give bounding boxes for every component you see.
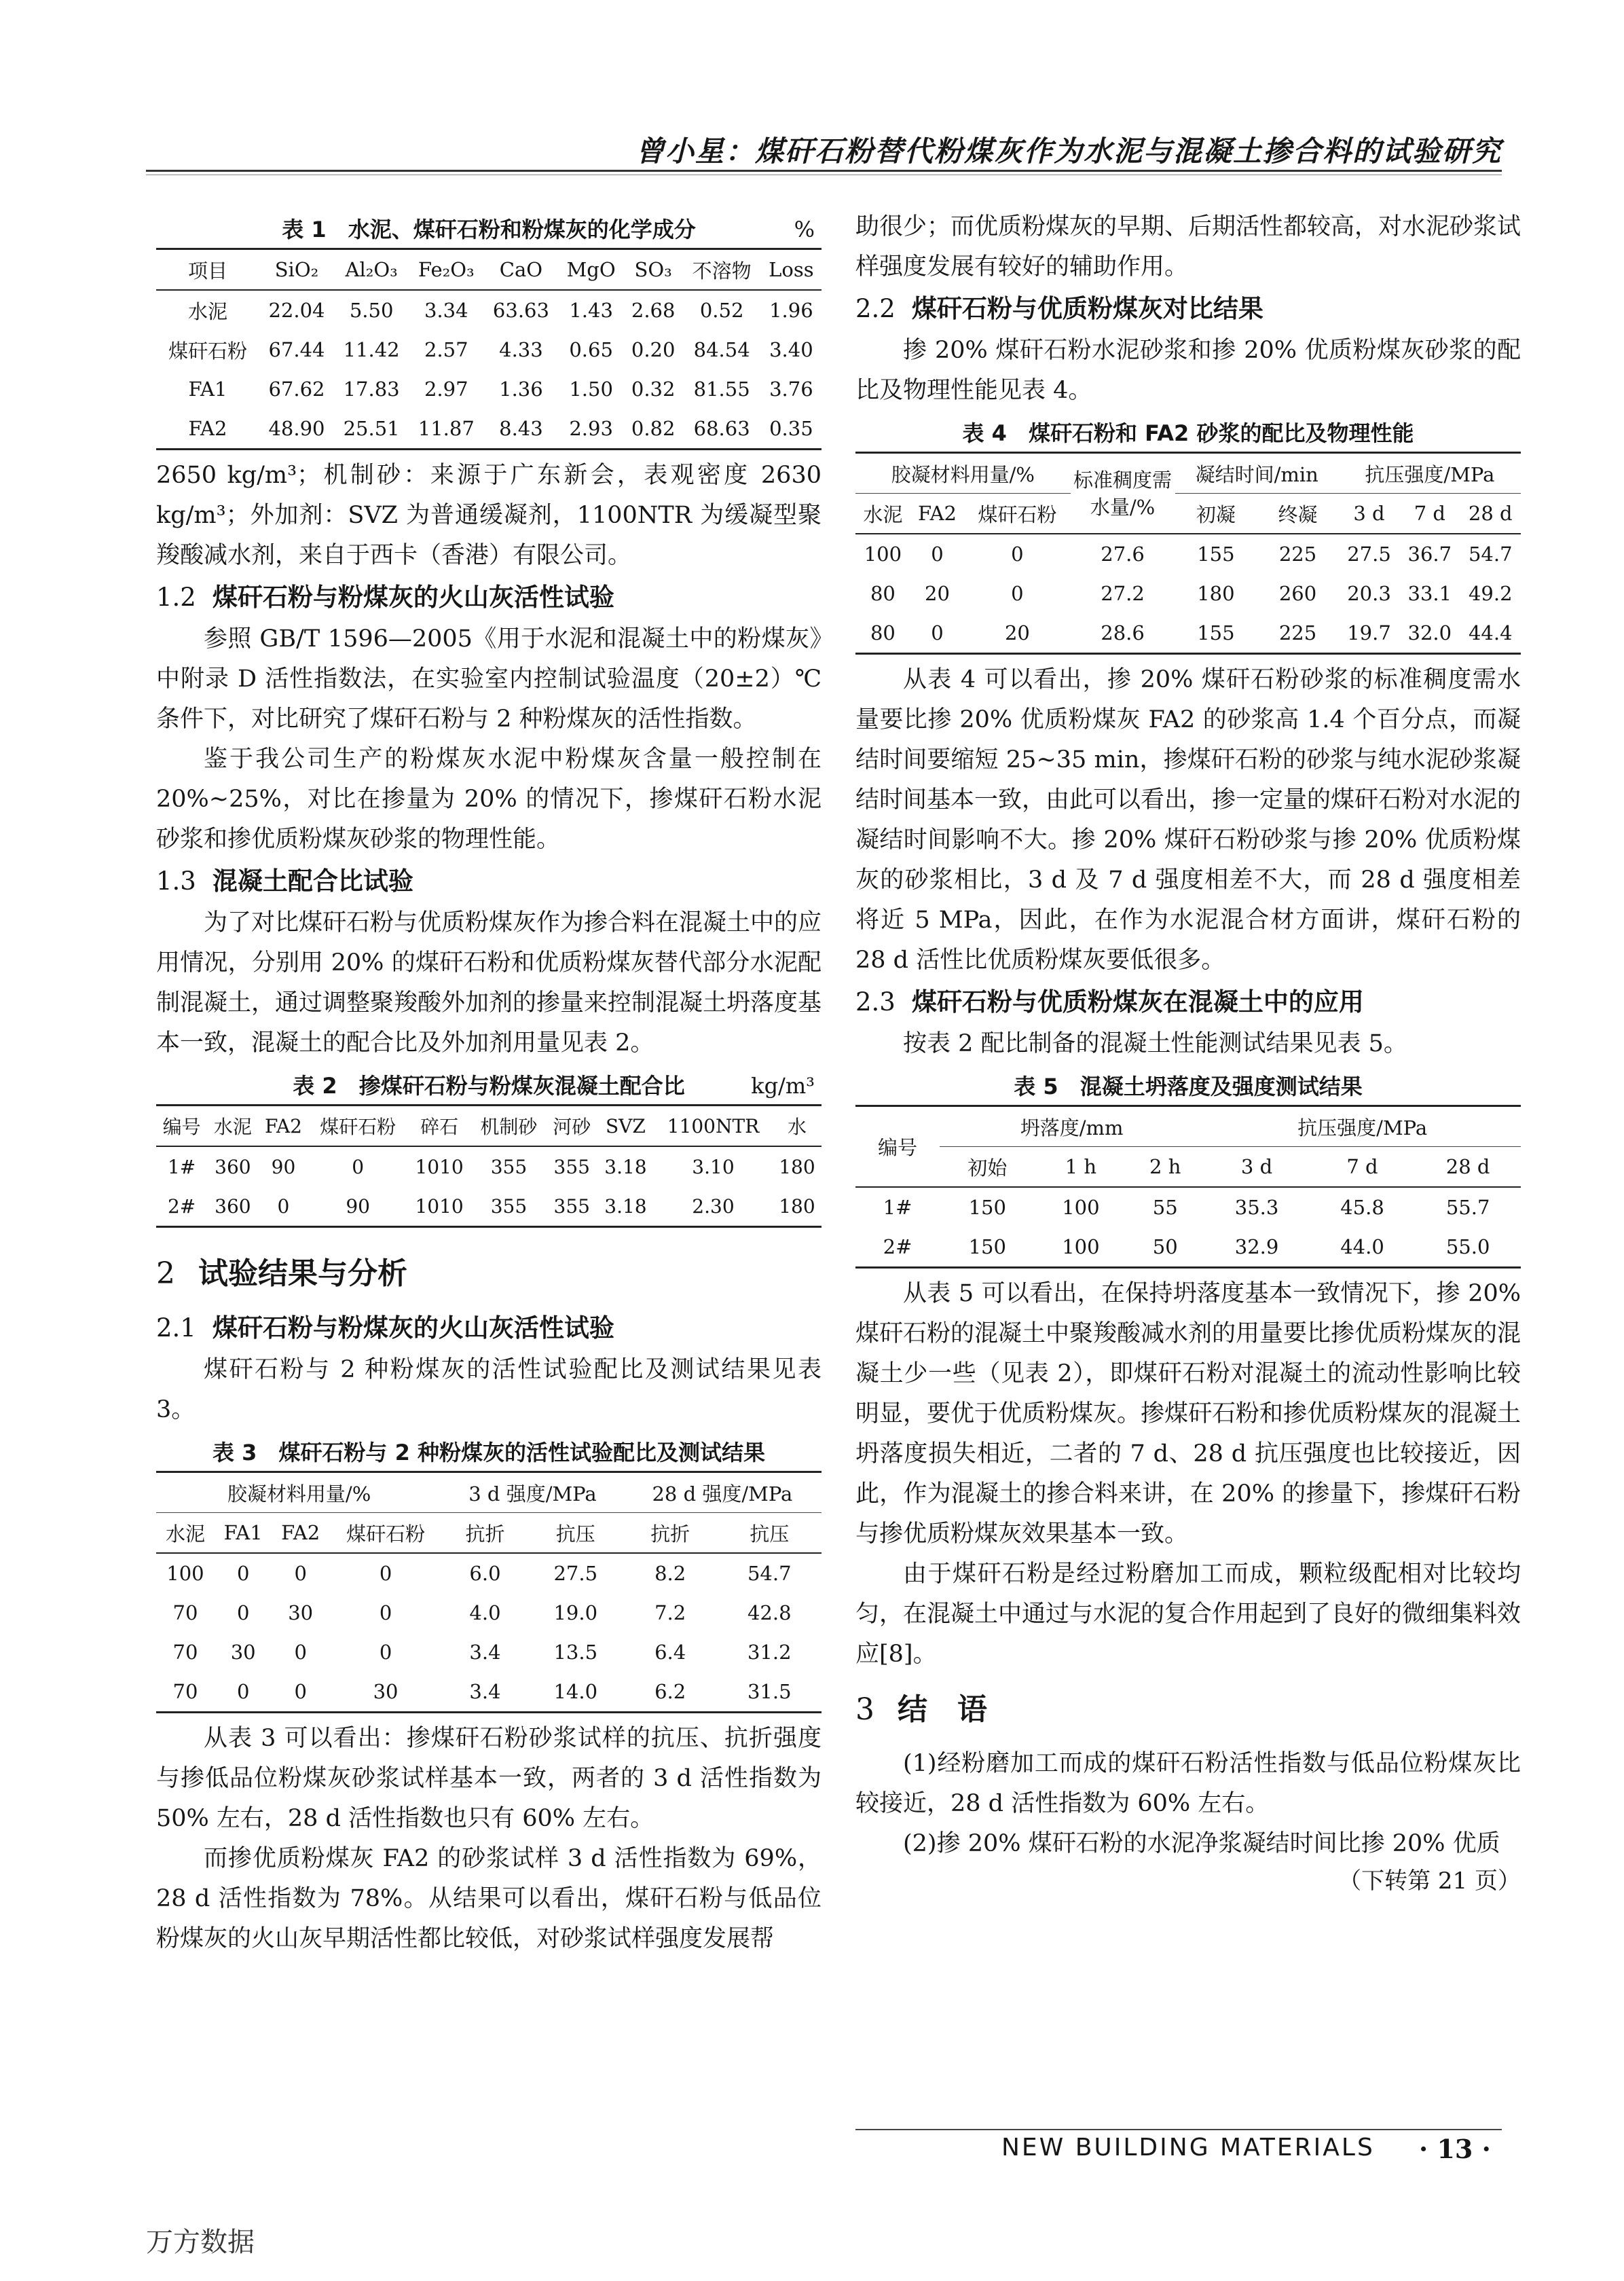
materials-text: 2650 kg/m³；机制砂：来源于广东新会，表观密度 2630 kg/m³；外加剂：SVZ 为普通缓凝剂，1100NTR 为缓凝型聚羧酸减水剂，来自于西卡（香港）有限公司。 (156, 462, 822, 569)
table-cell: 355 (547, 1186, 597, 1227)
table-cell: 48.90 (259, 409, 334, 450)
table-cell: 0.52 (699, 299, 744, 322)
table-cell: 27.5 (553, 1562, 598, 1585)
section-3-heading: 3 结 语 (855, 1692, 987, 1727)
continued-note: （下转第 21 页） (1338, 1867, 1521, 1895)
t1-head-cell: Loss (761, 249, 822, 291)
t2-head-cell: 煤矸石粉 (308, 1106, 407, 1147)
table-cell: 100 (1035, 1227, 1127, 1268)
table-cell: 155 (1197, 543, 1235, 566)
table-cell: 8.2 (654, 1562, 686, 1585)
table-cell: 260 (1278, 582, 1317, 605)
t5-group-strength: 抗压强度/MPa (1204, 1106, 1521, 1147)
page-number: · 13 · (1419, 2134, 1491, 2164)
t1-head-cell: 项目 (156, 249, 259, 291)
t2-head-cell: 水泥 (207, 1106, 258, 1147)
table-cell: 90 (271, 1155, 296, 1178)
table-cell: 0 (236, 1562, 250, 1585)
table-cell: 80 (870, 582, 896, 605)
table1-unit: % (794, 217, 815, 242)
table-cell: 22.04 (268, 299, 325, 322)
t2-head-cell: SVZ (597, 1106, 654, 1147)
t4-head-cell: 7 d (1399, 494, 1460, 534)
table-cell: 49.2 (1468, 582, 1513, 605)
watermark: 万方数据 (146, 2227, 255, 2258)
table-cell: 11.87 (409, 409, 483, 450)
table-cell: 0 (379, 1562, 392, 1585)
table-cell: 27.6 (1101, 543, 1145, 566)
table-cell: 2.57 (424, 338, 468, 361)
paragraph-1-2-a: 参照 GB/T 1596—2005《用于水泥和混凝土中的粉煤灰》中附录 D 活性指数法，在实验室内控制试验温度（20±2）℃条件下，对比研究了煤矸石粉与 2 种粉煤灰的活性指数。 (156, 625, 822, 733)
table-cell: 4.0 (469, 1601, 501, 1624)
table-row (855, 574, 1521, 613)
table-cell: 28.6 (1071, 613, 1175, 654)
paragraph-2-2: 掺 20% 煤矸石粉水泥砂浆和掺 20% 优质粉煤灰砂浆的配比及物理性能见表 4。 (855, 337, 1521, 404)
t4-head-cell: 3 d (1339, 494, 1399, 534)
table-row (156, 1593, 822, 1632)
table-cell: 80 (855, 613, 910, 654)
paragraph-2-3: 按表 2 配比制备的混凝土性能测试结果见表 5。 (903, 1030, 1407, 1057)
table-cell: 70 (156, 1672, 215, 1713)
table-cell: 8.43 (483, 409, 558, 450)
t2-head-cell: 编号 (156, 1106, 207, 1147)
t3-head-cell: 煤矸石粉 (329, 1513, 442, 1554)
table-cell: 0 (294, 1562, 307, 1585)
table-cell: 67.44 (268, 338, 325, 361)
table-cell: 355 (553, 1155, 590, 1178)
t3-group-binder: 胶凝材料用量/% (156, 1472, 442, 1513)
table-cell: 3.10 (692, 1155, 735, 1178)
t1-head-cell: SO₃ (624, 249, 683, 291)
table-cell: 55 (1152, 1196, 1178, 1219)
table-row (156, 369, 822, 409)
table-cell: 100 (864, 543, 902, 566)
table-cell: 2.30 (654, 1186, 773, 1227)
table-cell: 2.97 (424, 378, 468, 401)
table-cell: 55.0 (1415, 1227, 1521, 1268)
t3-head-cell: FA2 (272, 1513, 329, 1554)
table-cell: 2# (156, 1186, 207, 1227)
t3-group-3d: 3 d 强度/MPa (442, 1472, 623, 1513)
table-cell: 30 (329, 1672, 442, 1713)
table-cell: 84.54 (693, 338, 750, 361)
table-cell: 32.9 (1204, 1227, 1309, 1268)
t2-head-cell: 1100NTR (654, 1106, 773, 1147)
t5-head-cell: 3 d (1204, 1147, 1309, 1188)
t2-head-cell: 水 (773, 1106, 822, 1147)
table3-caption: 表 3 煤矸石粉与 2 种粉煤灰的活性试验配比及测试结果 (213, 1440, 765, 1465)
table-cell: 13.5 (553, 1641, 598, 1664)
t3-head-cell: FA1 (215, 1513, 272, 1554)
table-row (156, 290, 822, 330)
table-cell: 1010 (415, 1155, 464, 1178)
table-row (855, 1187, 1521, 1227)
table-cell: 0 (931, 543, 944, 566)
table-cell: 0 (215, 1672, 272, 1713)
t5-group-slump: 坍落度/mm (940, 1106, 1204, 1147)
table-cell: 70 (172, 1641, 198, 1664)
t3-head-cell: 水泥 (156, 1513, 215, 1554)
t3-head-cell: 抗折 (623, 1513, 718, 1554)
paragraph-2-1-b: 而掺优质粉煤灰 FA2 的砂浆试样 3 d 活性指数为 69%，28 d 活性指数为 78%。从结果可以看出，煤矸石粉与低品位粉煤灰的火山灰早期活性都比较低，对砂浆试样强度发展帮 (156, 1845, 822, 1952)
section-2-heading: 2 试验结果与分析 (156, 1256, 407, 1291)
t4-head-cell: FA2 (910, 494, 964, 534)
table-cell: 63.63 (492, 299, 549, 322)
table-cell: 3.18 (597, 1186, 654, 1227)
table-cell: 55.7 (1445, 1196, 1490, 1219)
table-cell: 27.2 (1101, 582, 1145, 605)
table-cell: 67.62 (268, 378, 325, 401)
table-cell: 2.68 (631, 299, 676, 322)
table-cell: 3.18 (604, 1155, 647, 1178)
table4-caption: 表 4 煤矸石粉和 FA2 砂浆的配比及物理性能 (962, 420, 1414, 446)
table-cell: 水泥 (187, 299, 227, 323)
section-2-1-heading: 2.1 煤矸石粉与粉煤灰的火山灰活性试验 (156, 1313, 614, 1343)
table-cell: 1# (167, 1155, 196, 1178)
table-cell: 2.93 (559, 409, 624, 450)
table-cell: 6.2 (623, 1672, 718, 1713)
table-row (855, 613, 1521, 654)
section-2-3-heading: 2.3 煤矸石粉与优质粉煤灰在混凝土中的应用 (855, 987, 1364, 1017)
table-row (156, 1553, 822, 1593)
table-cell: 煤矸石粉 (168, 339, 247, 363)
header-rule (146, 170, 1502, 172)
table-cell: 1.50 (569, 378, 613, 401)
t3-head-cell: 抗折 (442, 1513, 528, 1554)
conclusion-2: (2)掺 20% 煤矸石粉的水泥净浆凝结时间比掺 20% 优质 (903, 1830, 1500, 1857)
t4-group-strength: 抗压强度/MPa (1339, 453, 1521, 494)
table-cell: 31.2 (747, 1641, 792, 1664)
table2-unit: kg/m³ (751, 1073, 815, 1099)
t1-head-cell: SiO₂ (259, 249, 334, 291)
table-cell: 31.5 (718, 1672, 822, 1713)
table-cell: 27.5 (1347, 543, 1391, 566)
t3-head-cell: 抗压 (528, 1513, 623, 1554)
table5-caption: 表 5 混凝土坍落度及强度测试结果 (1014, 1074, 1363, 1099)
t1-head-cell: MgO (559, 249, 624, 291)
table-cell: 1# (883, 1196, 912, 1219)
conclusion-1: (1)经粉磨加工而成的煤矸石粉活性指数与低品位粉煤灰比较接近，28 d 活性指数为 60% 左右。 (855, 1750, 1521, 1817)
table-row (156, 1146, 822, 1186)
table-cell: 1.43 (569, 299, 613, 322)
table-cell: 1.96 (769, 299, 813, 322)
left-column (156, 207, 822, 1959)
table-cell: 90 (308, 1186, 407, 1227)
table-cell: 180 (779, 1155, 815, 1178)
journal-name: NEW BUILDING MATERIALS (1001, 2134, 1375, 2161)
section-2-2-heading: 2.2 煤矸石粉与优质粉煤灰对比结果 (855, 294, 1263, 323)
table-cell: 5.50 (349, 299, 394, 322)
table-cell: 0 (352, 1155, 365, 1178)
table-row (156, 330, 822, 369)
table-cell: 6.0 (469, 1562, 501, 1585)
t4-head-cell: 水泥 (855, 494, 910, 534)
right-column (855, 207, 1521, 1898)
table-cell: 81.55 (693, 378, 750, 401)
table2-caption: 表 2 掺煤矸石粉与粉煤灰混凝土配合比 kg/m³ (156, 1067, 822, 1104)
t4-group-water: 标准稠度需水量/% (1071, 453, 1175, 534)
t5-head-cell: 7 d (1310, 1147, 1415, 1188)
table5 (855, 1105, 1521, 1269)
table-cell: 360 (207, 1186, 258, 1227)
t3-group-28d: 28 d 强度/MPa (623, 1472, 822, 1513)
t3-head-cell: 抗压 (718, 1513, 822, 1554)
table-cell: 0 (910, 613, 964, 654)
table-cell: 30 (230, 1641, 256, 1664)
table-cell: 0 (1011, 582, 1024, 605)
table-cell: 0.32 (631, 378, 676, 401)
t5-head-cell: 28 d (1415, 1147, 1521, 1188)
table1-caption: 表 1 水泥、煤矸石粉和粉煤灰的化学成分 % (156, 211, 822, 248)
table-cell: 0 (294, 1641, 307, 1664)
table-cell: 0 (258, 1186, 308, 1227)
t5-head-cell: 2 h (1126, 1147, 1204, 1188)
table-cell: 68.63 (683, 409, 761, 450)
paragraph-2-2-a: 从表 4 可以看出，掺 20% 煤矸石粉砂浆的标准稠度需水量要比掺 20% 优质粉煤灰 FA2 的砂浆高 1.4 个百分点，而凝结时间要缩短 25~35 min，掺煤矸石粉的砂浆与纯水泥砂浆凝结时间基本一致，由此可以看出，掺一定量的煤矸石粉对水泥的凝结时间影响不大。掺 20% 煤矸石粉砂浆与掺 20% 优质粉煤灰的砂浆相比，3 d 及 7 d 强度相差不大，而 28 d 强度相差将近 5 MPa，因此，在作为水泥混合材方面讲，煤矸石粉的 28 d 活性比优质粉煤灰要低很多。 (855, 666, 1521, 974)
t2-head-cell: 河砂 (547, 1106, 597, 1147)
table-row (855, 534, 1521, 574)
table-cell: 33.1 (1407, 582, 1452, 605)
table-row (156, 409, 822, 450)
paragraph-2-1: 煤矸石粉与 2 种粉煤灰的活性试验配比及测试结果见表 3。 (156, 1356, 822, 1423)
t1-head-cell: 不溶物 (683, 249, 761, 291)
table-cell: 3.34 (424, 299, 468, 322)
table3 (156, 1471, 822, 1713)
section-1-2-heading: 1.2 煤矸石粉与粉煤灰的火山灰活性试验 (156, 583, 614, 612)
table-cell: FA2 (156, 409, 259, 450)
table-cell: 150 (968, 1196, 1006, 1219)
paragraph-2-3-a: 从表 5 可以看出，在保持坍落度基本一致情况下，掺 20% 煤矸石粉的混凝土中聚羧酸减水剂的用量要比掺优质粉煤灰的混凝土少一些（见表 2），即煤矸石粉对混凝土的流动性影响比较明显，要优于优质粉煤灰。掺煤矸石粉和掺优质粉煤灰的混凝土坍落度损失相近，二者的 7 d、28 d 抗压强度也比较接近，因此，作为混凝土的掺合料来讲，在 20% 的掺量下，掺煤矸石粉与掺优质粉煤灰效果基本一致。 (855, 1280, 1521, 1548)
table-cell: 3.4 (469, 1641, 501, 1664)
t2-head-cell: 机制砂 (471, 1106, 546, 1147)
paragraph-1-3: 为了对比煤矸石粉与优质粉煤灰作为掺合料在混凝土中的应用情况，分别用 20% 的煤矸石粉和优质粉煤灰替代部分水泥配制混凝土，通过调整聚羧酸外加剂的掺量来控制混凝土坍落度基本一致，混凝土的配合比及外加剂用量见表 2。 (156, 909, 822, 1057)
table-cell: 150 (940, 1227, 1035, 1268)
table-cell: 0 (379, 1601, 392, 1624)
table-cell: 3.76 (769, 378, 813, 401)
table-cell: 1.36 (499, 378, 543, 401)
table-cell: 19.0 (553, 1601, 598, 1624)
t1-head-cell: CaO (483, 249, 558, 291)
table-cell: 54.7 (1468, 543, 1513, 566)
table-cell: 45.8 (1340, 1196, 1384, 1219)
t4-group-binder: 胶凝材料用量/% (855, 453, 1071, 494)
table-cell: 100 (1062, 1196, 1100, 1219)
table-cell: 155 (1175, 613, 1257, 654)
section-1-3-heading: 1.3 混凝土配合比试验 (156, 866, 413, 896)
table-cell: 0.82 (624, 409, 683, 450)
table-cell: 0.20 (631, 338, 676, 361)
table-cell: 360 (215, 1155, 251, 1178)
table1 (156, 248, 822, 450)
table4 (855, 452, 1521, 655)
table-cell: 0.35 (761, 409, 822, 450)
table-cell: 180 (1197, 582, 1235, 605)
table-cell: 36.7 (1407, 543, 1452, 566)
paragraph-2-1-a: 从表 3 可以看出：掺煤矸石粉砂浆试样的抗压、抗折强度与掺低品位粉煤灰砂浆试样基本一致，两者的 3 d 活性指数为 50% 左右，28 d 活性指数也只有 60% 左右。 (156, 1725, 822, 1832)
table-cell: 225 (1257, 613, 1339, 654)
table-cell: 50 (1126, 1227, 1204, 1268)
paragraph-1-2-b: 鉴于我公司生产的粉煤灰水泥中粉煤灰含量一般控制在 20%~25%，对比在掺量为 20% 的情况下，掺煤矸石粉水泥砂浆和掺优质粉煤灰砂浆的物理性能。 (156, 746, 822, 853)
table-cell: 14.0 (528, 1672, 623, 1713)
table-cell: FA1 (188, 378, 227, 401)
table-cell: 19.7 (1339, 613, 1399, 654)
table2 (156, 1104, 822, 1228)
table-cell: 30 (288, 1601, 314, 1624)
table-cell: 17.83 (343, 378, 400, 401)
table-cell: 2# (855, 1227, 940, 1268)
table-cell: 20 (925, 582, 950, 605)
t4-head-cell: 28 d (1460, 494, 1521, 534)
t5-head-cell: 初始 (940, 1147, 1035, 1188)
paragraph-continued: 助很少；而优质粉煤灰的早期、后期活性都较高，对水泥砂浆试样强度发展有较好的辅助作用。 (855, 213, 1521, 280)
table-cell: 6.4 (654, 1641, 686, 1664)
t5-head-cell: 1 h (1035, 1147, 1127, 1188)
t2-head-cell: 碎石 (407, 1106, 471, 1147)
table-cell: 0.65 (569, 338, 613, 361)
table-cell: 44.0 (1310, 1227, 1415, 1268)
table-cell: 11.42 (343, 338, 400, 361)
t4-group-setting: 凝结时间/min (1175, 453, 1339, 494)
table-cell: 0 (236, 1601, 250, 1624)
t5-group-id: 编号 (855, 1106, 940, 1188)
table-cell: 355 (471, 1186, 546, 1227)
footer-rule (855, 2129, 1502, 2130)
running-header: 曾小星：煤矸石粉替代粉煤灰作为水泥与混凝土掺合料的试验研究 (635, 134, 1502, 168)
table-cell: 0 (379, 1641, 392, 1664)
table-cell: 44.4 (1460, 613, 1521, 654)
table-cell: 7.2 (654, 1601, 686, 1624)
table-cell: 225 (1278, 543, 1317, 566)
table-row (156, 1632, 822, 1672)
t2-head-cell: FA2 (258, 1106, 308, 1147)
table-cell: 3.4 (442, 1672, 528, 1713)
table-cell: 70 (172, 1601, 198, 1624)
table-cell: 35.3 (1234, 1196, 1279, 1219)
t1-head-cell: Al₂O₃ (334, 249, 409, 291)
t4-head-cell: 初凝 (1175, 494, 1257, 534)
t1-head-cell: Fe₂O₃ (409, 249, 483, 291)
table-cell: 100 (166, 1562, 204, 1585)
table-cell: 0 (1011, 543, 1024, 566)
table-cell: 25.51 (334, 409, 409, 450)
table-cell: 4.33 (499, 338, 543, 361)
table-cell: 3.40 (769, 338, 813, 361)
table-cell: 180 (773, 1186, 822, 1227)
t4-head-cell: 煤矸石粉 (964, 494, 1070, 534)
t4-head-cell: 终凝 (1257, 494, 1339, 534)
table-cell: 42.8 (747, 1601, 792, 1624)
table-cell: 32.0 (1399, 613, 1460, 654)
table-cell: 20.3 (1347, 582, 1391, 605)
table-cell: 54.7 (747, 1562, 792, 1585)
paragraph-2-3-b: 由于煤矸石粉是经过粉磨加工而成，颗粒级配相对比较均匀，在混凝土中通过与水泥的复合作用起到了良好的微细集料效应[8]。 (855, 1561, 1521, 1668)
table-cell: 355 (490, 1155, 528, 1178)
table-row (156, 1672, 822, 1713)
table-cell: 1010 (407, 1186, 471, 1227)
table-cell: 20 (964, 613, 1070, 654)
table-row (156, 1186, 822, 1227)
table-row (855, 1227, 1521, 1268)
table-cell: 0 (272, 1672, 329, 1713)
